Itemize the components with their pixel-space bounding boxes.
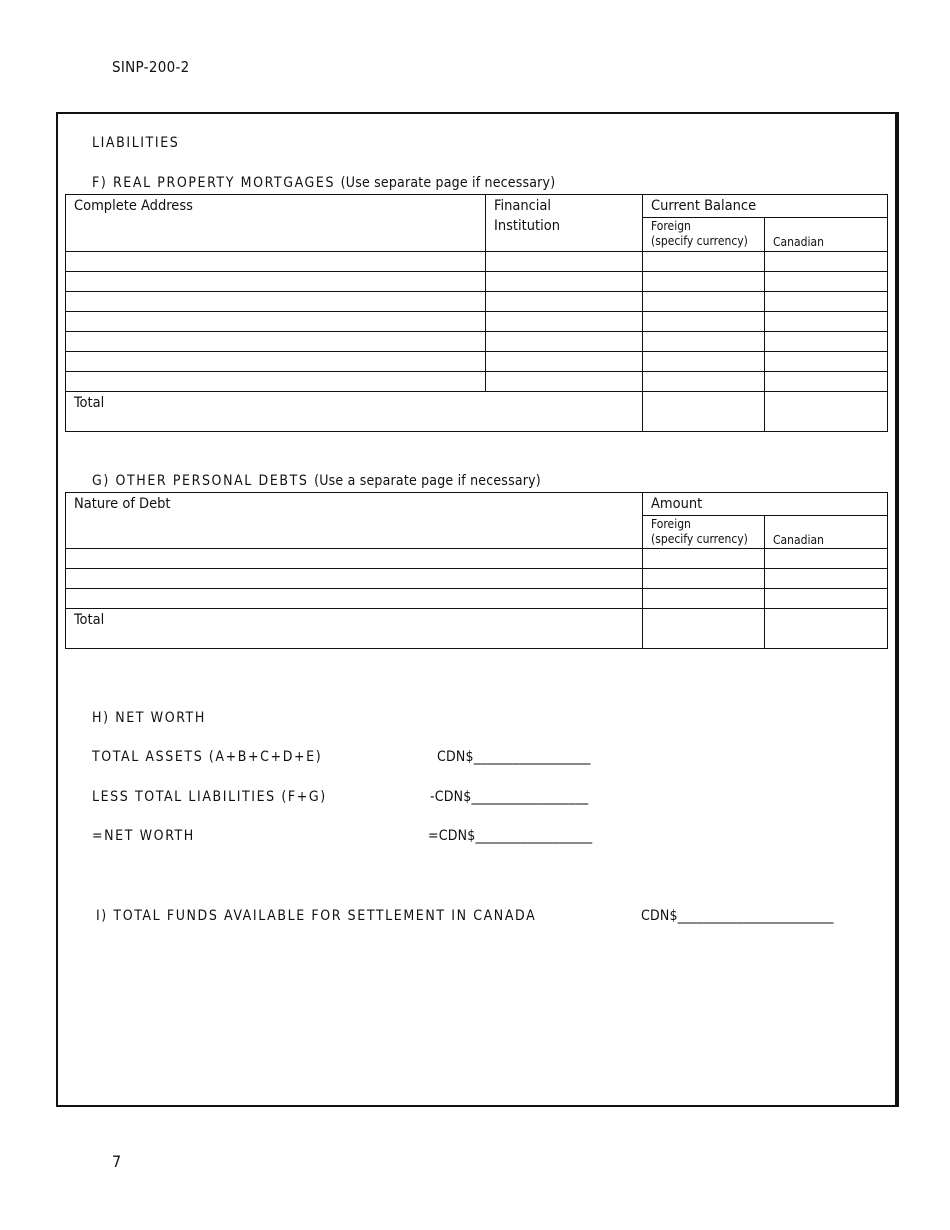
institution-cell[interactable] xyxy=(486,372,643,392)
total-label: Total xyxy=(66,609,643,649)
institution-cell[interactable] xyxy=(486,332,643,352)
liabilities-heading: LIABILITIES xyxy=(92,135,180,151)
mortgages-note: (Use separate page if necessary) xyxy=(340,175,556,191)
table-row xyxy=(66,272,888,292)
address-cell[interactable] xyxy=(66,352,486,372)
total-liabilities-label: LESS TOTAL LIABILITIES (F+G) xyxy=(92,789,327,805)
mortgages-heading xyxy=(92,175,555,191)
total-foreign-cell[interactable] xyxy=(643,392,765,432)
col-amount-header: Amount xyxy=(643,493,888,516)
net-worth-field[interactable]: =CDN$__________________ xyxy=(428,828,593,844)
total-row xyxy=(66,609,888,649)
debts-heading-text: G) OTHER PERSONAL DEBTS xyxy=(92,473,309,489)
institution-cell[interactable] xyxy=(486,292,643,312)
total-canadian-cell[interactable] xyxy=(765,392,888,432)
col-foreign-header: Foreign (specify currency) xyxy=(643,516,765,549)
total-assets-field[interactable]: CDN$__________________ xyxy=(437,749,591,765)
address-cell[interactable] xyxy=(66,372,486,392)
canadian-cell[interactable] xyxy=(765,569,888,589)
canadian-cell[interactable] xyxy=(765,372,888,392)
total-row xyxy=(66,392,888,432)
table-row xyxy=(66,252,888,272)
debts-table xyxy=(65,492,888,649)
table-row xyxy=(66,372,888,392)
form-code: SINP-200-2 xyxy=(112,58,190,76)
foreign-cell[interactable] xyxy=(643,352,765,372)
address-cell[interactable] xyxy=(66,332,486,352)
total-label: Total xyxy=(66,392,643,432)
institution-cell[interactable] xyxy=(486,312,643,332)
foreign-cell[interactable] xyxy=(643,272,765,292)
col-nature-header: Nature of Debt xyxy=(66,493,643,549)
address-cell[interactable] xyxy=(66,272,486,292)
total-liabilities-field[interactable]: -CDN$__________________ xyxy=(430,789,589,805)
nature-cell[interactable] xyxy=(66,549,643,569)
table-row xyxy=(66,569,888,589)
mortgages-table xyxy=(65,194,888,432)
canadian-cell[interactable] xyxy=(765,272,888,292)
table-row xyxy=(66,332,888,352)
total-foreign-cell[interactable] xyxy=(643,609,765,649)
table-row xyxy=(66,352,888,372)
foreign-cell[interactable] xyxy=(643,312,765,332)
col-balance-header: Current Balance xyxy=(643,195,888,218)
mortgages-heading-text: F) REAL PROPERTY MORTGAGES xyxy=(92,175,336,191)
canadian-cell[interactable] xyxy=(765,589,888,609)
col-canadian-header: Canadian xyxy=(765,516,888,549)
canadian-cell[interactable] xyxy=(765,292,888,312)
address-cell[interactable] xyxy=(66,292,486,312)
settlement-field[interactable]: CDN$________________________ xyxy=(641,908,834,924)
institution-cell[interactable] xyxy=(486,352,643,372)
foreign-cell[interactable] xyxy=(643,549,765,569)
canadian-cell[interactable] xyxy=(765,549,888,569)
debts-heading xyxy=(92,473,541,489)
total-assets-label: TOTAL ASSETS (A+B+C+D+E) xyxy=(92,749,323,765)
net-worth-heading: H) NET WORTH xyxy=(92,710,206,726)
foreign-cell[interactable] xyxy=(643,332,765,352)
institution-cell[interactable] xyxy=(486,272,643,292)
table-row xyxy=(66,312,888,332)
col-foreign-header: Foreign (specify currency) xyxy=(643,218,765,252)
net-worth-label: =NET WORTH xyxy=(92,828,195,844)
foreign-cell[interactable] xyxy=(643,589,765,609)
canadian-cell[interactable] xyxy=(765,312,888,332)
table-row xyxy=(66,549,888,569)
foreign-cell[interactable] xyxy=(643,252,765,272)
address-cell[interactable] xyxy=(66,312,486,332)
debts-note: (Use a separate page if necessary) xyxy=(314,473,541,489)
col-canadian-header: Canadian xyxy=(765,218,888,252)
foreign-cell[interactable] xyxy=(643,372,765,392)
foreign-cell[interactable] xyxy=(643,569,765,589)
col-institution-header: Financial Institution xyxy=(486,195,643,252)
canadian-cell[interactable] xyxy=(765,252,888,272)
table-row xyxy=(66,589,888,609)
institution-cell[interactable] xyxy=(486,252,643,272)
settlement-label: I) TOTAL FUNDS AVAILABLE FOR SETTLEMENT IN CANADA xyxy=(96,908,537,924)
address-cell[interactable] xyxy=(66,252,486,272)
canadian-cell[interactable] xyxy=(765,352,888,372)
table-row xyxy=(66,292,888,312)
col-address-header: Complete Address xyxy=(66,195,486,252)
foreign-cell[interactable] xyxy=(643,292,765,312)
canadian-cell[interactable] xyxy=(765,332,888,352)
total-canadian-cell[interactable] xyxy=(765,609,888,649)
nature-cell[interactable] xyxy=(66,589,643,609)
page-number: 7 xyxy=(112,1152,122,1171)
nature-cell[interactable] xyxy=(66,569,643,589)
